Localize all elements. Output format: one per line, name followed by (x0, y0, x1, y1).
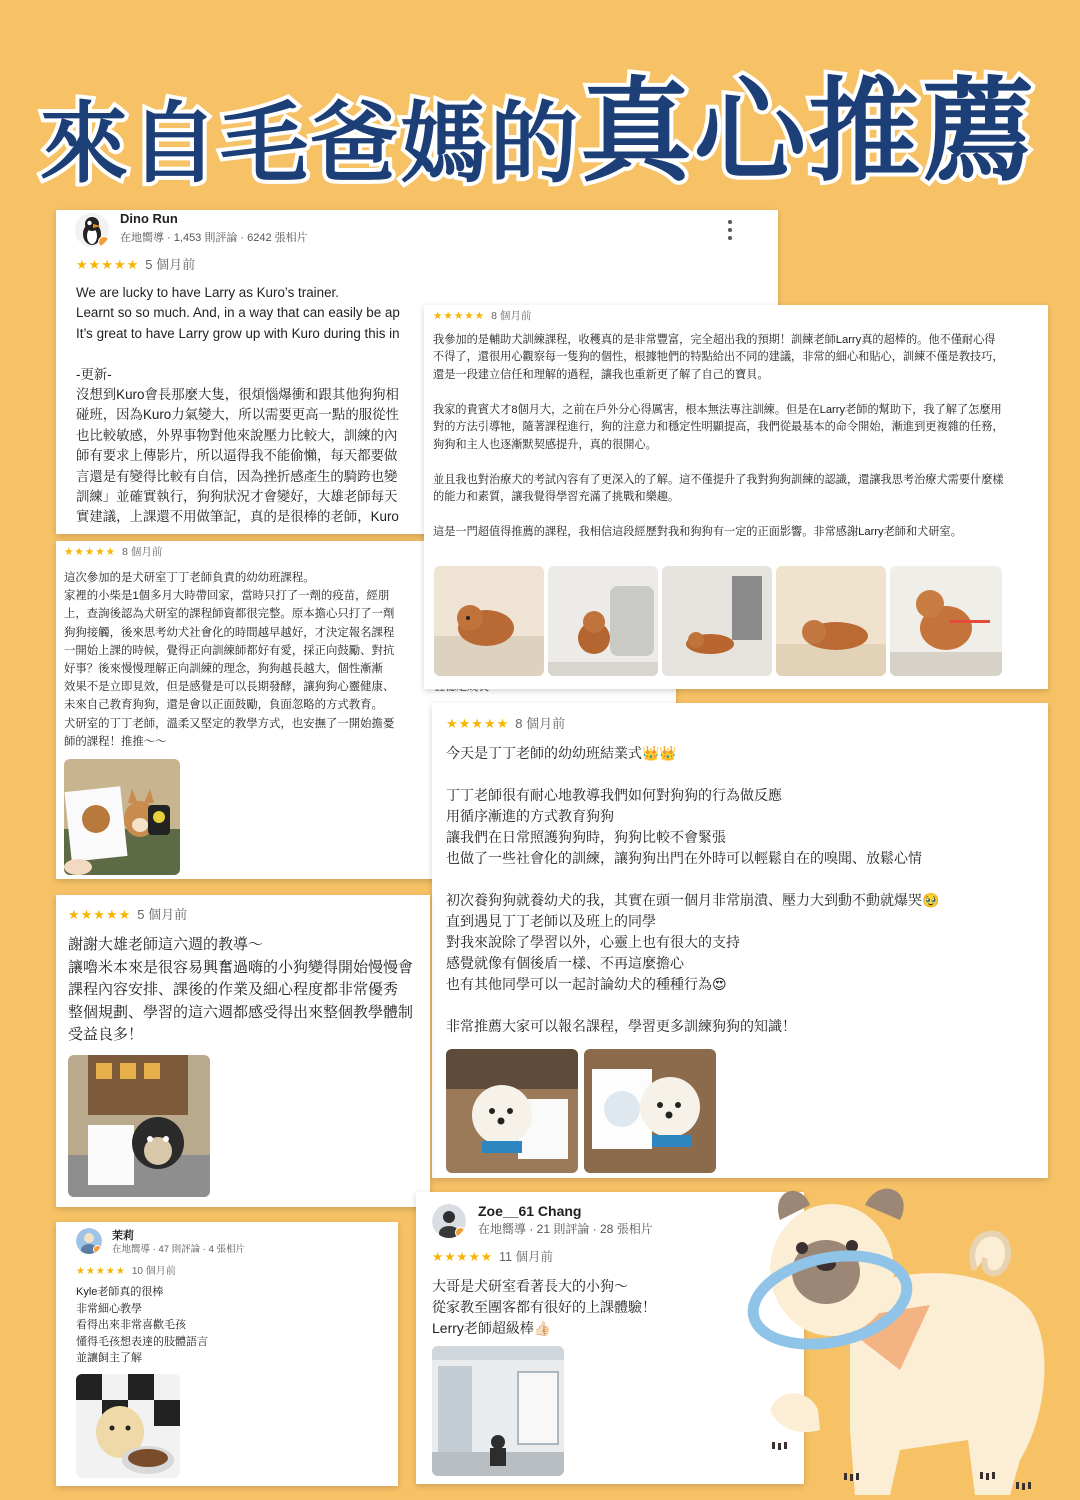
star-rating: ★★★★★ (433, 310, 486, 322)
review-paragraph-2: 我家的貴賓犬才8個月大，之前在戶外分心得厲害，根本無法專注訓練。但是在Larry老師的幫助下，我了解了怎麼用對的方法引導牠，隨著課程進行，狗的注意力和穩定性明顯提高，我們從最基本的命令開始，漸進到更複雜的任務，狗狗和主人也逐漸默契感提升，真的很開心。 (433, 404, 1004, 451)
review-time: 11 個月前 (499, 1250, 553, 1264)
rating-row (432, 1247, 553, 1265)
review-text: 這次參加的是犬研室丁丁老師負責的幼幼班課程。 家裡的小柴是1個多月大時帶回家，當時只打了一劑的疫苗，經朋 上，查詢後認為犬研室的課程師資都很完整。原本擔心只打了一劑 狗狗接觸，後來思考幼犬社會化的時間越早越好，才決定報名課程 一開始上課的時候，覺得正向訓練師都好有愛，採正向鼓勵、對抗 好事？後來慢慢理解正向訓練的理念，狗狗越長越大，個性漸漸 效果不是立即見效，但是感覺是可以長期發酵，讓狗狗心靈健康、 未來自己教育狗狗，還是會以正面鼓勵，負面忽略的方式教育。 犬研室的丁丁老師，溫柔又堅定的教學方式，也安撫了一開始擔憂 師的課程！推推～～ (64, 572, 395, 748)
review-text: 謝謝大雄老師這六週的教導～ 讓嚕米本來是很容易興奮過嗨的小狗變得開始慢慢會 課程內容安排、課後的作業及細心程度都非常優秀 整個規劃、學習的這六週都感受得出來整個教學體制 受益良多！ (68, 936, 414, 1044)
rating-row (76, 1262, 176, 1277)
review-text: We are lucky to have Larry as Kuro’s trainer. Learnt so so much. And, in a way that can easily be ap It’s great to have Larry grow up with Kuro during this in -更新- 沒想到Kuro會長那麼大隻，很煩惱爆衝和跟其他狗狗相 碰班，因為Kuro力氣變大，所以需要更高一點的服從性 也比較敏感，外界事物對他來說壓力比較大，訓練的內 師有要求上傳影片，所以逼得我不能偷懶，每天都要做 言還是有變得比較有自信，因為挫折感產生的騎跨也變 訓練」並確實執行，狗狗狀況才會變好，大雄老師每天 實建議，上課還不用做筆記，真的是很棒的老師，Kuro (76, 285, 400, 525)
rating-row (433, 308, 531, 323)
star-rating: ★★★★★ (68, 907, 132, 922)
reviewer-meta: 在地嚮導 · 1,453 則評論 · 6242 張相片 (120, 232, 308, 244)
review-card-daxiong (56, 895, 430, 1207)
review-photo-classroom[interactable] (432, 1346, 564, 1476)
star-rating: ★★★★★ (76, 257, 140, 272)
review-time: 8 個月前 (515, 716, 566, 731)
reviewer-meta: 在地嚮導 · 21 則評論 · 28 張相片 (478, 1222, 653, 1236)
review-time: 8 個月前 (122, 546, 163, 558)
review-paragraph-4: 這是一門超值得推薦的課程，我相信這段經歷對我和狗狗有一定的正面影響。非常感謝Larry老師和犬研室。 (433, 526, 962, 538)
pug-with-ring-illustration (740, 1160, 1075, 1495)
star-rating: ★★★★★ (432, 1250, 494, 1264)
review-photo-poodle-1[interactable] (434, 566, 544, 676)
review-time: 8 個月前 (491, 310, 532, 322)
avatar (432, 1204, 466, 1238)
review-photo-yorkie[interactable] (68, 1055, 210, 1197)
review-photo-bichon-2[interactable] (584, 1049, 716, 1173)
local-guide-badge-icon (455, 1227, 466, 1238)
rating-row (64, 544, 162, 559)
review-paragraph-1: 我參加的是輔助犬訓練課程，收穫真的是非常豐富，完全超出我的預期！訓練老師Larry真的超棒的。他不僅耐心得不得了，還很用心觀察每一隻狗的個性，根據牠們的特點給出不同的建議，非常的細心和貼心，訓練不僅是教技巧，還是一段建立信任和理解的過程，讓我也重新更了解了自己的寶貝。 (433, 334, 1004, 381)
more-options-icon[interactable] (728, 220, 734, 240)
review-text: 今天是丁丁老師的幼幼班結業式👑👑 丁丁老師很有耐心地教導我們如何對狗狗的行為做反應 用循序漸進的方式教育狗狗 讓我們在日常照護狗狗時，狗狗比較不會緊張 也做了一些社會化的訓練，讓狗狗出門在外時可以輕鬆自在的嗅聞、放鬆心情 初次養狗狗就養幼犬的我，其實在頭一個月非常崩潰、壓力大到動不動就爆哭🥹 直到遇見丁丁老師以及班上的同學 對我來說除了學習以外，心靈上也有很大的支持 感覺就像有個後盾一樣、不再這麼擔心 也有其他同學可以一起討論幼犬的種種行為😍 非常推薦大家可以報名課程，學習更多訓練狗狗的知識！ (446, 745, 940, 1034)
review-photo-poodle-4[interactable] (776, 566, 886, 676)
review-text: Kyle老師真的很棒 非常細心教學 看得出來非常喜歡毛孩 懂得毛孩想表達的肢體語言 並讓飼主了解 (76, 1286, 208, 1365)
review-card-assistance-dog (424, 305, 1048, 689)
star-rating: ★★★★★ (64, 546, 117, 558)
star-rating: ★★★★★ (446, 716, 510, 731)
reviewer-meta: 在地嚮導 · 47 則評論 · 4 張相片 (112, 1244, 246, 1255)
avatar (76, 1228, 102, 1254)
review-card-molly (56, 1222, 398, 1486)
rating-row (68, 904, 187, 923)
rating-row (446, 713, 565, 732)
rating-row (76, 254, 195, 273)
reviewer-name[interactable]: Dino Run (120, 211, 178, 226)
review-time: 5 個月前 (137, 907, 188, 922)
review-card-graduation (432, 703, 1048, 1178)
review-text: 大哥是犬研室看著長大的小狗～ 從家教至團客都有很好的上課體驗！ Lerry老師超級棒👍🏻 (432, 1278, 656, 1336)
review-photo-bichon-1[interactable] (446, 1049, 578, 1173)
review-paragraph-3: 並且我也對治療犬的考試內容有了更深入的了解。這不僅提升了我對狗狗訓練的認識，還讓我思考治療犬需要什麼樣的能力和素質，讓我覺得學習充滿了挑戰和樂趣。 (433, 474, 1004, 504)
reviewer-name[interactable]: 茉莉 (112, 1230, 134, 1242)
review-time: 5 個月前 (145, 257, 196, 272)
headline-part1: 來自毛爸媽的 (40, 92, 581, 195)
review-photo-poodle-2[interactable] (548, 566, 658, 676)
local-guide-badge-icon (98, 236, 110, 248)
review-photo-labrador[interactable] (76, 1374, 180, 1478)
review-time: 10 個月前 (131, 1266, 176, 1277)
review-photo-poodle-3[interactable] (662, 566, 772, 676)
headline (40, 58, 1050, 197)
avatar (74, 212, 110, 248)
review-photo-poodle-5[interactable] (890, 566, 1002, 676)
headline-part2: 真心推薦 (580, 67, 1037, 197)
review-photo-shiba[interactable] (64, 759, 180, 875)
reviewer-name[interactable]: Zoe__61 Chang (478, 1203, 582, 1219)
local-guide-badge-icon (93, 1245, 102, 1254)
star-rating: ★★★★★ (76, 1266, 126, 1277)
